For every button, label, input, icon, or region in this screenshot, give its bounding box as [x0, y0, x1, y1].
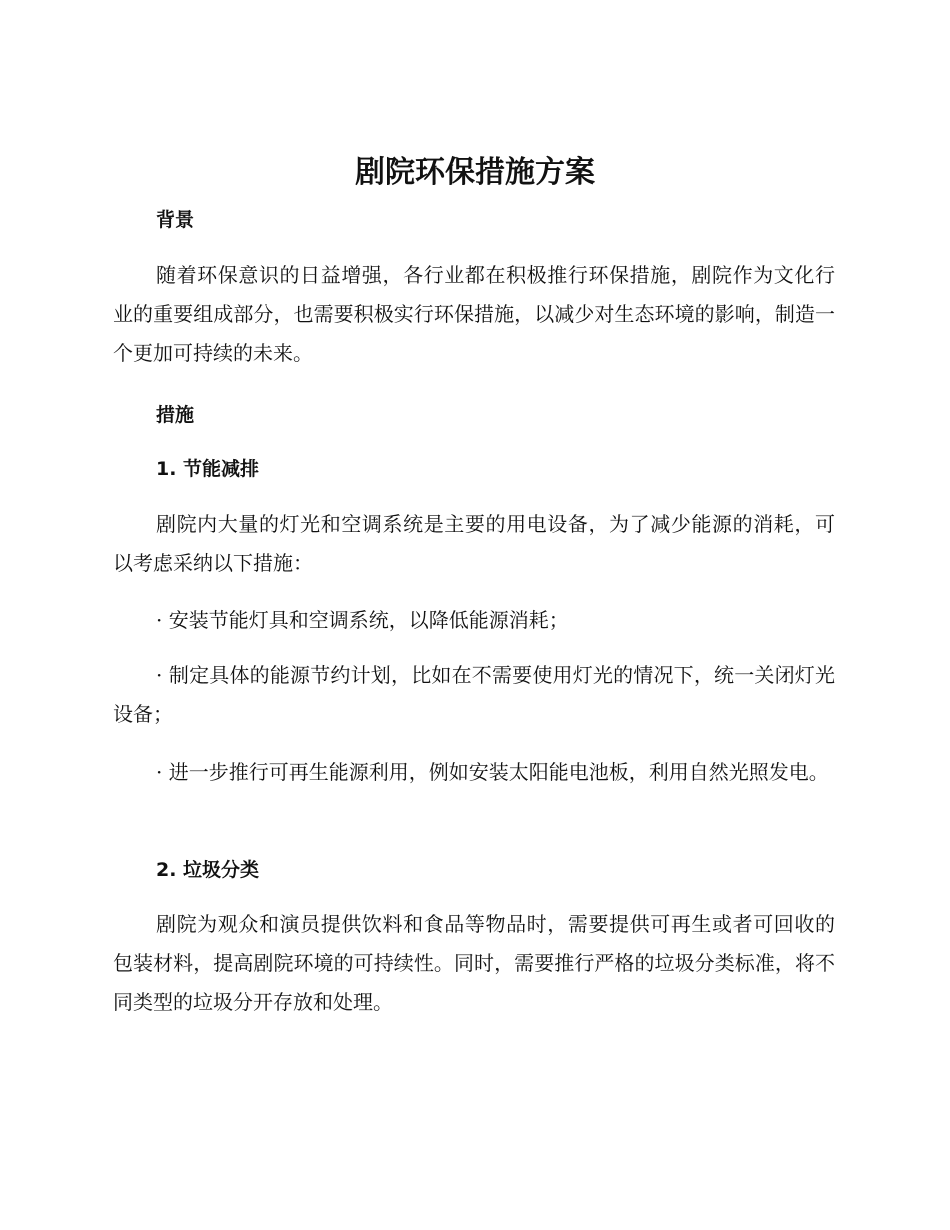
- document-title: 剧院环保措施方案: [355, 155, 595, 190]
- energy-bullet-2: · 制定具体的能源节约计划，比如在不需要使用灯光的情况下，统一关闭灯光设备；: [113, 663, 835, 726]
- waste-heading: 2. 垃圾分类: [156, 859, 260, 881]
- measures-heading: 措施: [156, 404, 195, 426]
- energy-bullet-1: · 安装节能灯具和空调系统，以降低能源消耗；: [156, 608, 569, 632]
- energy-heading: 1. 节能减排: [156, 458, 260, 480]
- energy-paragraph: 剧院内大量的灯光和空调系统是主要的用电设备，为了减少能源的消耗，可以考虑采纳以下措施：: [113, 512, 835, 575]
- background-heading: 背景: [156, 209, 195, 231]
- energy-bullet-3: · 进一步推行可再生能源利用，例如安装太阳能电池板，利用自然光照发电。: [156, 760, 829, 784]
- waste-paragraph: 剧院为观众和演员提供饮料和食品等物品时，需要提供可再生或者可回收的包装材料，提高剧院环境的可持续性。同时，需要推行严格的垃圾分类标准，将不同类型的垃圾分开存放和处理。: [113, 912, 835, 1014]
- background-paragraph: 随着环保意识的日益增强，各行业都在积极推行环保措施，剧院作为文化行业的重要组成部分，也需要积极实行环保措施，以减少对生态环境的影响，制造一个更加可持续的未来。: [113, 263, 835, 365]
